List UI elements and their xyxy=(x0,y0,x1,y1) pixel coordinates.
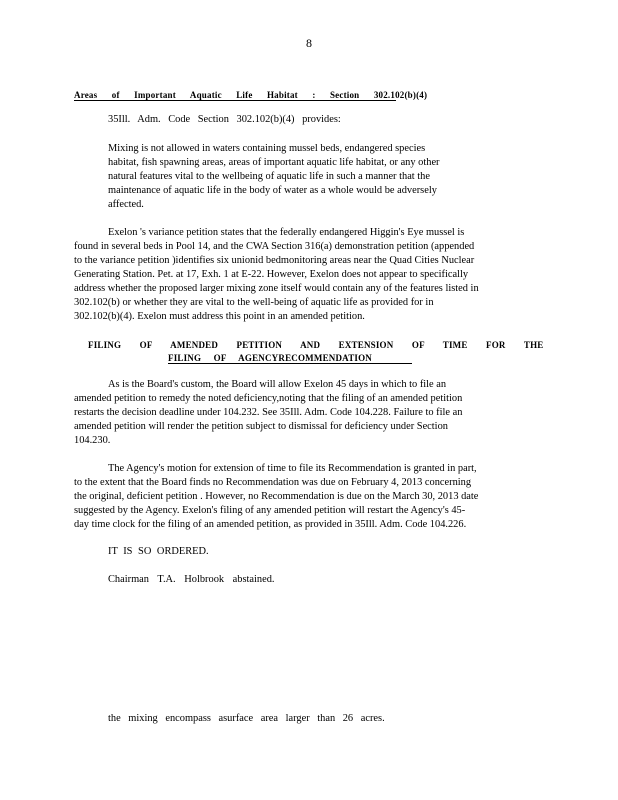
paragraph-line: the original, deficient petition . However, no Recommendation is due on the March 30, 2013 date xyxy=(74,491,479,502)
abstained-statement: Chairman T.A. Holbrook abstained. xyxy=(108,574,275,585)
paragraph-line: 302.102(b)(4). Exelon must address this point in an amended petition. xyxy=(74,311,365,322)
quotation-block xyxy=(108,142,490,212)
paragraph-line: As is the Board's custom, the Board will allow Exelon 45 days in which to file an xyxy=(108,379,447,390)
filing-heading-line1: FILING OF AMENDED PETITION AND EXTENSION OF TIME FOR THE xyxy=(88,340,544,350)
paragraph-line: to the variance petition )identifies six unionid bedmonitoring areas near the Quad Cities Nuclear xyxy=(74,255,475,266)
paragraph-line: 104.230. xyxy=(74,435,111,446)
ordered-statement: IT IS SO ORDERED. xyxy=(108,546,209,557)
paragraph-line: amended petition to remedy the noted deficiency,noting that the filing of an amended petition xyxy=(74,393,463,404)
paragraph-line: The Agency's motion for extension of time to file its Recommendation is granted in part, xyxy=(108,463,477,474)
section-heading: Areas of Important Aquatic Life Habitat : Section 302.102(b)(4) xyxy=(74,90,428,100)
paragraph-line: found in several beds in Pool 14, and the CWA Section 316(a) demonstration petition (appended xyxy=(74,241,475,252)
quote-line: habitat, fish spawning areas, areas of important aquatic life habitat, or any other xyxy=(108,157,440,168)
paragraph-line: restarts the decision deadline under 104.232. See 35Ill. Adm. Code 104.228. Failure to file an xyxy=(74,407,463,418)
custom-paragraph xyxy=(74,378,504,448)
footnote-text: the mixing encompass asurface area larger than 26 acres. xyxy=(108,713,385,724)
filing-heading-line2: FILING OF AGENCYRECOMMENDATION xyxy=(168,353,412,364)
paragraph-line: amended petition will render the petition subject to dismissal for deficiency under Section xyxy=(74,421,448,432)
paragraph-line: address whether the proposed larger mixing zone itself would contain any of the features listed in xyxy=(74,283,479,294)
paragraph-line: Generating Station. Pet. at 17, Exh. 1 at E-22. However, Exelon does not appear to specifically xyxy=(74,269,469,280)
paragraph-line: day time clock for the filing of an amended petition, as provided in 35Ill. Adm. Code 104.226. xyxy=(74,519,467,530)
quote-line: affected. xyxy=(108,199,144,210)
paragraph-line: 302.102(b) or whether they are vital to the well-being of aquatic life as provided for in xyxy=(74,297,434,308)
agency-paragraph xyxy=(74,462,540,532)
quote-line: maintenance of aquatic life in the body of water as a whole would be adversely xyxy=(108,185,437,196)
quote-line: Mixing is not allowed in waters containing mussel beds, endangered species xyxy=(108,143,426,154)
exelon-paragraph xyxy=(74,226,544,324)
paragraph-line: suggested by the Agency. Exelon's filing of any amended petition will restart the Agency's 45- xyxy=(74,505,466,516)
quote-line: natural features vital to the wellbeing of aquatic life in such a manner that the xyxy=(108,171,430,182)
citation-intro: 35Ill. Adm. Code Section 302.102(b)(4) provides: xyxy=(108,114,341,125)
page-number: 8 xyxy=(306,36,312,50)
paragraph-line: to the extent that the Board finds no Recommendation was due on February 4, 2013 concerning xyxy=(74,477,472,488)
paragraph-line: Exelon 's variance petition states that the federally endangered Higgin's Eye mussel is xyxy=(108,227,465,238)
